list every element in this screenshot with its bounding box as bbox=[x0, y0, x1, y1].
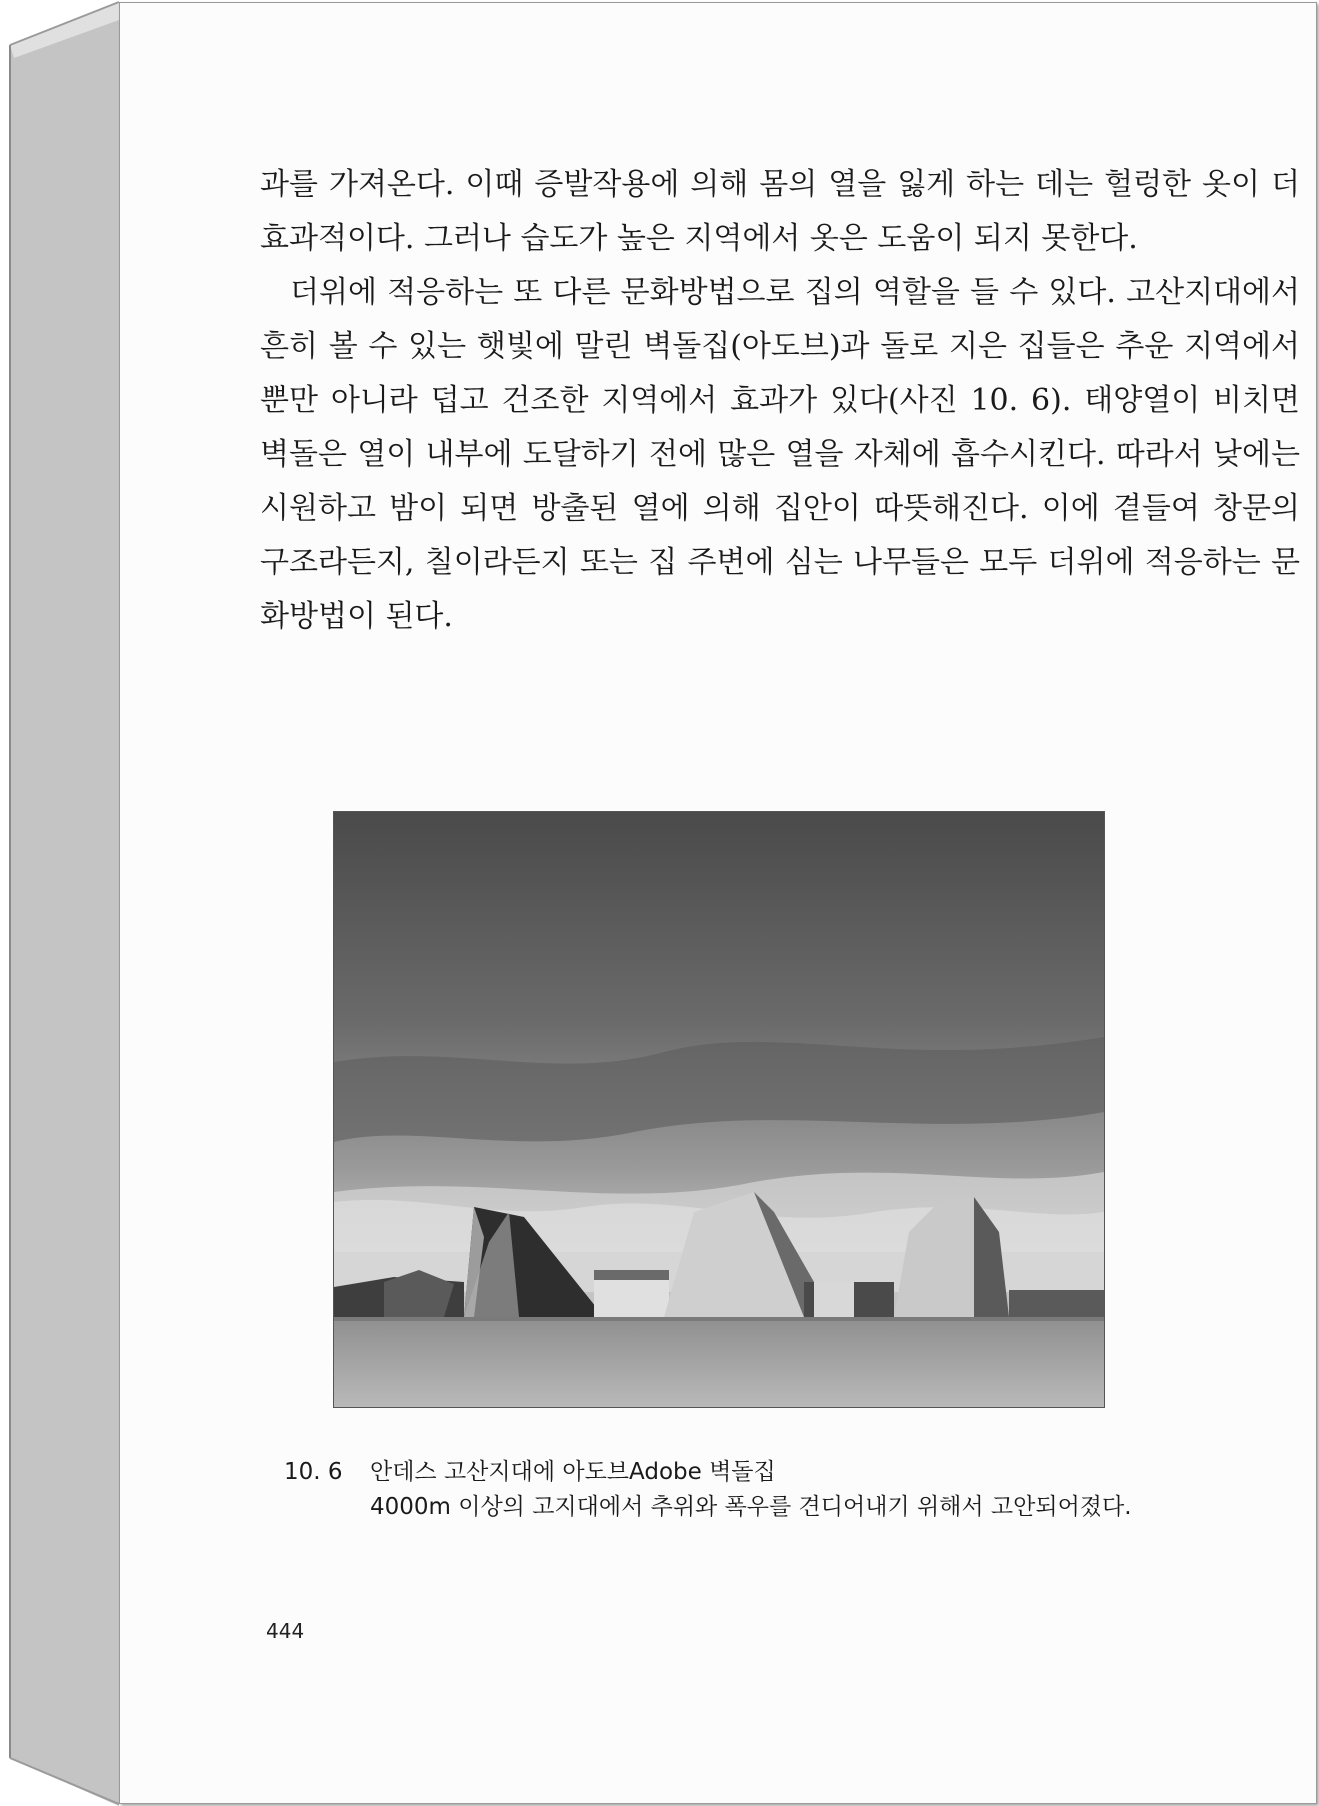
figure-number: 10. 6 bbox=[284, 1459, 343, 1485]
figure-caption-body bbox=[370, 1455, 1190, 1525]
adobe-houses-photo bbox=[333, 811, 1105, 1408]
figure-title: 안데스 고산지대에 아도브Adobe 벽돌집 bbox=[370, 1459, 776, 1485]
book-page bbox=[119, 2, 1317, 1804]
body-text bbox=[260, 158, 1300, 644]
page-number: 444 bbox=[266, 1619, 305, 1643]
paragraph-1: 과를 가져온다. 이때 증발작용에 의해 몸의 열을 잃게 하는 데는 헐렁한 옷이 더 효과적이다. 그러나 습도가 높은 지역에서 옷은 도움이 되지 못한다. bbox=[260, 167, 1300, 256]
figure-description: 4000m 이상의 고지대에서 추위와 폭우를 견디어내기 위해서 고안되어졌다. bbox=[370, 1494, 1132, 1520]
book-spine bbox=[0, 0, 122, 1806]
paragraph-2: 더위에 적응하는 또 다른 문화방법으로 집의 역할을 들 수 있다. 고산지대에서 흔히 볼 수 있는 햇빛에 말린 벽돌집(아도브)과 돌로 지은 집들은 추운 지역에서뿐만 아니라 덥고 건조한 지역에서 효과가 있다(사진 10. 6). 태양열이 비치면 벽돌은 열이 내부에 도달하기 전에 많은 열을 자체에 흡수시킨다. 따라서 낮에는 시원하고 밤이 되면 방출된 열에 의해 집안이 따뜻해진다. 이에 곁들여 창문의 구조라든지, 칠이라든지 또는 집 주변에 심는 나무들은 모두 더위에 적응하는 문화방법이 된다. bbox=[260, 275, 1300, 634]
